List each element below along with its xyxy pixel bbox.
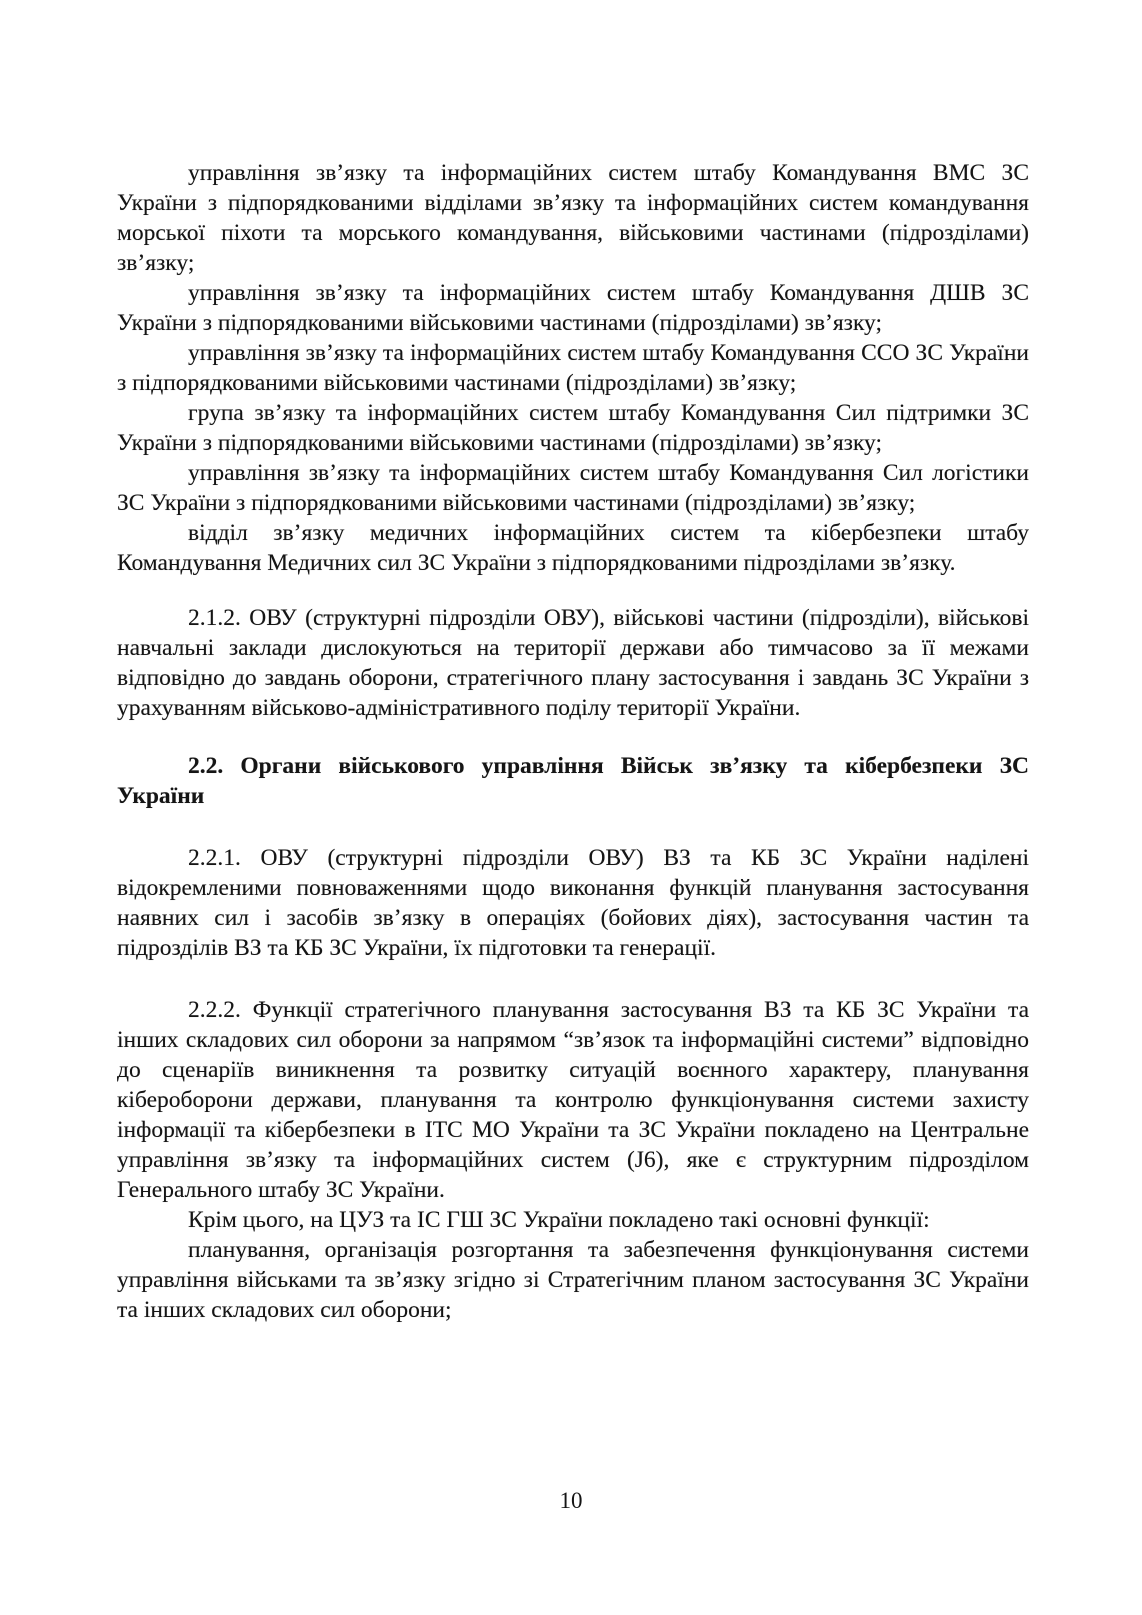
paragraph-krim-tsoho: Крім цього, на ЦУЗ та ІС ГШ ЗС України покладено такі основні функції: [188, 1207, 930, 1233]
section-heading-2-2: 2.2. Органи військового управління Військ зв’язку та кібербезпеки ЗС України [117, 753, 1029, 809]
paragraph-2-2-2: 2.2.2. Функції стратегічного планування застосування ВЗ та КБ ЗС України та інших складових сил оборони за напрямом “зв’язок та інформаційні системи” відповідно до сценаріїв виникнення та розвитку ситуацій воєнного характеру, планування кібероборони держави, планування та контролю функціонування системи захисту інформації та кібербезпеки в ІТС МО України та ЗС України покладено на Центральне управління зв’язку та інформаційних систем (J6), яке є структурним підрозділом Генерального штабу ЗС України. [117, 997, 1029, 1203]
paragraph-list-item-medychni-syly: відділ зв’язку медичних інформаційних систем та кібербезпеки штабу Командування Медичних сил ЗС України з підпорядкованими підрозділами зв’язку. [117, 520, 1029, 576]
paragraph-2-2-1: 2.2.1. ОВУ (структурні підрозділи ОВУ) ВЗ та КБ ЗС України наділені відокремленими повноваженнями щодо виконання функцій планування застосування наявних сил і засобів зв’язку в операціях (бойових діях), застосування частин та підрозділів ВЗ та КБ ЗС України, їх підготовки та генерації. [117, 845, 1029, 961]
paragraph-list-item-dshv: управління зв’язку та інформаційних систем штабу Командування ДШВ ЗС України з підпорядкованими військовими частинами (підрозділами) зв’язку; [117, 280, 1029, 336]
paragraph-list-item-vms: управління зв’язку та інформаційних систем штабу Командування ВМС ЗС України з підпорядкованими відділами зв’язку та інформаційних систем командування морської піхоти та морського командування, військовими частинами (підрозділами) зв’язку; [117, 160, 1029, 276]
page-number: 10 [559, 1488, 583, 1513]
document-text-block [117, 158, 1029, 1468]
paragraph-planuvannia: планування, організація розгортання та забезпечення функціонування системи управління військами та зв’язку згідно зі Стратегічним планом застосування ЗС України та інших складових сил оборони; [117, 1237, 1029, 1323]
paragraph-2-1-2: 2.1.2. ОВУ (структурні підрозділи ОВУ), військові частини (підрозділи), військові навчальні заклади дислокуються на території держави або тимчасово за її межами відповідно до завдань оборони, стратегічного плану застосування і завдань ЗС України з урахуванням військово-адміністративного поділу території України. [117, 605, 1029, 721]
paragraph-list-item-syl-lohistyky: управління зв’язку та інформаційних систем штабу Командування Сил логістики ЗС України з підпорядкованими військовими частинами (підрозділами) зв’язку; [117, 460, 1029, 516]
paragraph-list-item-syl-pidtrymky: група зв’язку та інформаційних систем штабу Командування Сил підтримки ЗС України з підпорядкованими військовими частинами (підрозділами) зв’язку; [117, 400, 1029, 456]
paragraph-list-item-sso: управління зв’язку та інформаційних систем штабу Командування ССО ЗС України з підпорядкованими військовими частинами (підрозділами) зв’язку; [117, 340, 1029, 396]
